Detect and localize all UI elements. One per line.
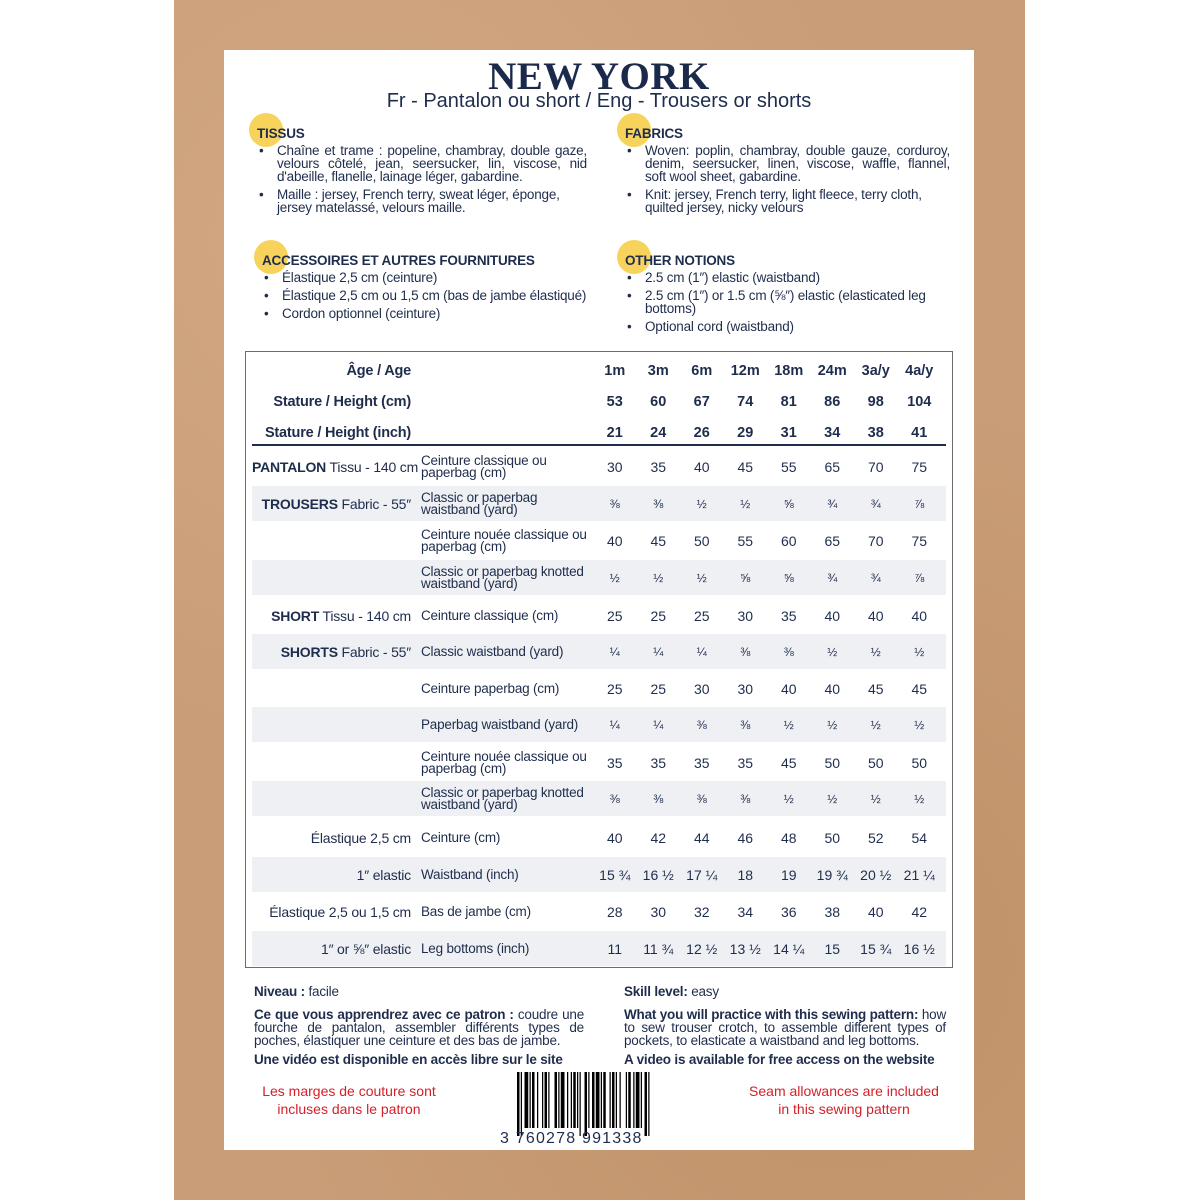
section-other-notions [625, 253, 950, 338]
background-margin-right [1025, 0, 1200, 1200]
table-cell: 40 [606, 829, 623, 846]
header-cell: 104 [907, 394, 932, 410]
list-item: • Cordon optionnel (ceinture) [262, 307, 587, 320]
table-cell: 46 [737, 829, 754, 846]
section-accessoires [262, 253, 587, 325]
table-cell: 55 [780, 458, 797, 475]
table-cell: 25 [606, 607, 623, 624]
table-cell: 48 [780, 829, 797, 846]
table-cell: 21 ¼ [903, 866, 935, 883]
table-cell: 11 ¾ [643, 940, 674, 957]
page-title: NEW YORK [488, 55, 710, 98]
table-cell: ⅜ [740, 644, 751, 659]
table-row [252, 707, 946, 742]
table-cell: ⅞ [914, 496, 925, 511]
table-cell: 40 [867, 607, 884, 624]
table-cell: 75 [911, 458, 928, 475]
footer-fr [254, 985, 584, 1066]
table-cell: 54 [911, 829, 928, 846]
barcode-bar [525, 1072, 529, 1128]
table-cell: 40 [824, 607, 841, 624]
page-subtitle: Fr - Pantalon ou short / Eng - Trousers or shorts [386, 90, 812, 112]
table-row [252, 820, 946, 855]
barcode-bar [641, 1072, 642, 1128]
barcode-bar [592, 1072, 595, 1128]
table-cell: ¾ [827, 496, 838, 511]
row-group-label [252, 904, 421, 920]
table-cell: 32 [693, 903, 710, 920]
level-value: facile [304, 984, 339, 999]
row-item-label: Leg bottoms (inch) [421, 940, 530, 956]
row-group-text: Tissu - 140 cm [319, 607, 411, 624]
table-cell: 70 [867, 458, 884, 475]
row-group-bold: SHORT [271, 607, 320, 624]
barcode-number: 3 760278 991338 [500, 1130, 643, 1147]
barcode-bar [517, 1072, 520, 1136]
table-cell: 30 [737, 680, 754, 697]
table-cell: 35 [693, 754, 710, 771]
table-cell: 36 [780, 903, 797, 920]
table-cell: 50 [867, 754, 884, 771]
table-cell: 75 [911, 532, 928, 549]
section-title: FABRICS [625, 126, 683, 141]
table-cell: 12 ½ [686, 940, 718, 957]
row-item-label: Classic waistband (yard) [421, 643, 564, 659]
table-cell: ½ [914, 644, 925, 659]
row-group-text: 1″ or ⅝″ elastic [321, 940, 411, 957]
table-cell: 14 ¼ [773, 940, 805, 957]
table-cell: ½ [783, 717, 794, 732]
table-cell: 44 [693, 829, 710, 846]
table-cell: ½ [653, 570, 664, 585]
table-cell: ½ [827, 791, 838, 806]
table-cell: 65 [824, 532, 841, 549]
row-group-text: 1″ elastic [356, 866, 411, 883]
barcode-bar [588, 1072, 589, 1128]
table-cell: ⅜ [783, 644, 794, 659]
table-cell: ½ [609, 570, 620, 585]
table-cell: 52 [867, 829, 884, 846]
barcode-bar [628, 1072, 631, 1128]
barcode-bar [603, 1072, 606, 1128]
header-cell: 4a/y [905, 363, 934, 379]
table-row [252, 560, 946, 595]
table-cell: 35 [650, 754, 667, 771]
header-label: Stature / Height (cm) [273, 394, 411, 410]
header-cell: 41 [911, 425, 928, 441]
table-cell: 30 [737, 607, 754, 624]
list-item: • Élastique 2,5 cm (ceinture) [262, 271, 587, 284]
table-header-row [252, 358, 946, 384]
table-cell: ½ [914, 717, 925, 732]
table-cell: 15 [824, 940, 841, 957]
header-cell: 6m [691, 363, 713, 379]
row-group-label [252, 867, 421, 883]
table-cell: 11 [607, 940, 623, 957]
table-header-row [252, 389, 946, 415]
row-item-label: Ceinture classique (cm) [421, 607, 559, 623]
pattern-info-card [224, 50, 974, 1150]
header-label: Âge / Age [346, 363, 411, 379]
table-cell: ½ [740, 496, 751, 511]
row-item-label: Classic or paperbag knotted waistband (yard) [421, 563, 584, 591]
row-group-bold: SHORTS [280, 643, 338, 660]
table-cell: ⅝ [783, 570, 794, 585]
table-cell: ½ [827, 717, 838, 732]
row-item-label: Paperbag waistband (yard) [421, 716, 579, 732]
table-cell: ¾ [870, 496, 881, 511]
table-cell: ⅜ [696, 791, 707, 806]
table-cell: 16 ½ [903, 940, 935, 957]
barcode-bar [610, 1072, 611, 1128]
list-item: • Chaîne et trame : popeline, chambray, double gaze, velours côtelé, jean, seersucker, lin, viscose, nid d'abeille, flanelle, lainage léger, gabardine. [257, 144, 587, 183]
table-cell: 17 ¼ [686, 866, 718, 883]
section-tissus [257, 126, 587, 219]
level-label: Niveau : [254, 984, 305, 999]
section-title: TISSUS [257, 126, 305, 141]
table-row [252, 857, 946, 892]
header-cell: 3m [647, 363, 669, 379]
table-cell: 25 [650, 680, 667, 697]
barcode-bar [636, 1072, 640, 1128]
row-group-text: Élastique 2,5 ou 1,5 cm [269, 903, 411, 920]
barcode-bar [601, 1072, 602, 1128]
row-group-bold: PANTALON [252, 458, 327, 475]
barcode-bar [620, 1072, 621, 1128]
table-cell: ½ [914, 791, 925, 806]
barcode-bar [573, 1072, 576, 1128]
table-row [252, 781, 946, 816]
table-cell: 50 [693, 532, 710, 549]
row-item-label: Ceinture classique ou paperbag (cm) [421, 452, 547, 480]
list-item: • Maille : jersey, French terry, sweat léger, éponge, jersey matelassé, velours maille. [257, 188, 587, 214]
header-cell: 53 [606, 394, 623, 410]
barcode-bar [532, 1072, 535, 1128]
row-item-label: Waistband (inch) [421, 866, 519, 882]
row-item-label: Ceinture nouée classique ou paperbag (cm) [421, 526, 587, 554]
table-row [252, 634, 946, 669]
table-cell: ¼ [653, 717, 664, 732]
header-cell: 34 [824, 425, 841, 441]
barcode-bar [577, 1072, 578, 1128]
barcode-bar [648, 1072, 649, 1136]
header-cell: 38 [867, 425, 884, 441]
video-note: A video is available for free access on the website [624, 1052, 935, 1067]
table-cell: ¼ [653, 644, 664, 659]
learn-text: coudre une fourche de pantalon, assembler différents types de poches, élastiquer une ceinture et des bas de jambe. [254, 1007, 584, 1048]
table-cell: 40 [606, 532, 623, 549]
row-item-label: Classic or paperbag waistband (yard) [421, 489, 538, 517]
row-group-label [252, 459, 421, 475]
list-item: • 2.5 cm (1″) or 1.5 cm (⅝″) elastic (elasticated leg bottoms) [625, 289, 950, 315]
header-cell: 74 [737, 394, 754, 410]
barcode-bar [567, 1072, 568, 1128]
table-cell: 45 [737, 458, 754, 475]
table-cell: 35 [606, 754, 623, 771]
table-row [252, 745, 946, 780]
table-row [252, 598, 946, 633]
section-fabrics [625, 126, 950, 219]
table-cell: 50 [824, 754, 841, 771]
header-cell: 18m [774, 363, 804, 379]
header-cell: 67 [693, 394, 710, 410]
table-cell: ¼ [696, 644, 707, 659]
table-cell: ½ [696, 496, 707, 511]
level-label: Skill level: [624, 984, 688, 999]
row-group-label [252, 608, 421, 624]
background-margin-left [0, 0, 174, 1200]
table-cell: ½ [870, 644, 881, 659]
table-cell: ½ [696, 570, 707, 585]
table-cell: 45 [650, 532, 667, 549]
table-cell: 28 [606, 903, 623, 920]
barcode-bar [537, 1072, 538, 1128]
table-cell: ¼ [609, 717, 620, 732]
table-cell: 45 [780, 754, 797, 771]
row-item-label: Ceinture nouée classique ou paperbag (cm) [421, 748, 587, 776]
table-cell: 18 [737, 866, 754, 883]
barcode-bar [558, 1072, 559, 1128]
table-cell: 70 [867, 532, 884, 549]
table-row [252, 523, 946, 558]
table-cell: 16 ½ [642, 866, 674, 883]
table-cell: 25 [693, 607, 710, 624]
row-group-label [252, 830, 421, 846]
table-cell: ½ [783, 791, 794, 806]
list-item: • Woven: poplin, chambray, double gauze, corduroy, denim, seersucker, linen, viscose, waffle, flannel, soft wool sheet, gabardine. [625, 144, 950, 183]
row-item-label: Ceinture paperbag (cm) [421, 680, 560, 696]
video-note: Une vidéo est disponible en accès libre sur le site [254, 1052, 563, 1067]
table-cell: ½ [870, 791, 881, 806]
table-cell: ½ [827, 644, 838, 659]
header-cell: 1m [604, 363, 626, 379]
table-cell: ¼ [609, 644, 620, 659]
row-group-label [252, 644, 421, 660]
table-cell: ⅜ [740, 717, 751, 732]
table-row [252, 671, 946, 706]
table-cell: ⅝ [783, 496, 794, 511]
table-row [252, 486, 946, 521]
barcode-bar [585, 1072, 588, 1136]
learn-label: Ce que vous apprendrez avec ce patron : [254, 1007, 514, 1022]
barcode-bar [580, 1072, 581, 1136]
seam-allowance-note-en: Seam allowances are included in this sewing pattern [749, 1083, 939, 1117]
row-group-bold: TROUSERS [261, 495, 338, 512]
section-title: OTHER NOTIONS [625, 253, 735, 268]
table-cell: 42 [650, 829, 667, 846]
table-cell: 45 [867, 680, 884, 697]
table-row [252, 894, 946, 929]
table-cell: ½ [870, 717, 881, 732]
table-cell: ⅜ [696, 717, 707, 732]
header-cell: 3a/y [861, 363, 890, 379]
barcode-bar [545, 1072, 548, 1128]
header-cell: 29 [737, 425, 754, 441]
list-item: • Knit: jersey, French terry, light fleece, terry cloth, quilted jersey, nicky velours [625, 188, 950, 214]
table-cell: 40 [911, 607, 928, 624]
table-cell: ¾ [870, 570, 881, 585]
table-cell: 42 [911, 903, 928, 920]
row-group-text: Tissu - 140 cm [326, 458, 419, 475]
row-group-text: Fabric - 55″ [337, 643, 411, 660]
table-cell: ⅜ [653, 496, 664, 511]
barcode-bar [542, 1072, 543, 1128]
learn-label: What you will practice with this sewing pattern: [624, 1007, 919, 1022]
table-cell: 35 [780, 607, 797, 624]
row-group-label [252, 496, 421, 512]
barcode-bar [555, 1072, 558, 1128]
table-cell: 30 [693, 680, 710, 697]
table-cell: 25 [606, 680, 623, 697]
table-cell: ⅜ [609, 496, 620, 511]
table-cell: ⅜ [653, 791, 664, 806]
barcode-bar [561, 1072, 565, 1128]
table-row [252, 931, 946, 966]
list-item: • 2.5 cm (1″) elastic (waistband) [625, 271, 950, 284]
barcode-bar [571, 1072, 572, 1128]
table-cell: 60 [780, 532, 797, 549]
row-item-label: Classic or paperbag knotted waistband (yard) [421, 784, 584, 812]
table-cell: 35 [737, 754, 754, 771]
header-cell: 24m [817, 363, 847, 379]
table-cell: 40 [867, 903, 884, 920]
table-cell: 65 [824, 458, 841, 475]
table-cell: 30 [650, 903, 667, 920]
table-cell: 35 [650, 458, 667, 475]
barcode-bar [616, 1072, 617, 1128]
table-cell: 19 ¾ [816, 866, 848, 883]
row-group-text: Fabric - 55″ [337, 495, 411, 512]
barcode [517, 1072, 682, 1136]
table-cell: 34 [737, 903, 754, 920]
barcode-bar [626, 1072, 627, 1128]
header-cell: 31 [780, 425, 797, 441]
level-value: easy [687, 984, 719, 999]
table-header-row [252, 420, 946, 446]
table-cell: ⅜ [609, 791, 620, 806]
table-cell: 40 [780, 680, 797, 697]
barcode-bar [633, 1072, 634, 1128]
row-group-label [252, 941, 421, 957]
table-cell: 55 [737, 532, 754, 549]
barcode-bar [645, 1072, 648, 1136]
barcode-bar [530, 1072, 531, 1128]
header-cell: 12m [730, 363, 760, 379]
table-cell: 13 ½ [729, 940, 761, 957]
section-title: ACCESSOIRES ET AUTRES FOURNITURES [262, 253, 535, 268]
barcode-bar [596, 1072, 600, 1128]
footer-en [624, 985, 946, 1066]
table-cell: 40 [824, 680, 841, 697]
header-cell: 86 [824, 394, 841, 410]
table-cell: 15 ¾ [860, 940, 892, 957]
header-cell: 98 [867, 394, 884, 410]
header-cell: 26 [693, 425, 710, 441]
table-cell: 40 [693, 458, 710, 475]
row-item-label: Bas de jambe (cm) [421, 903, 531, 919]
list-item: • Élastique 2,5 cm ou 1,5 cm (bas de jambe élastiqué) [262, 289, 587, 302]
table-cell: ⅞ [914, 570, 925, 585]
list-item: • Optional cord (waistband) [625, 320, 950, 333]
row-group-text: Élastique 2,5 cm [310, 829, 411, 846]
table-cell: 25 [650, 607, 667, 624]
barcode-bar [521, 1072, 522, 1136]
header-label: Stature / Height (inch) [264, 425, 411, 441]
table-cell: 50 [824, 829, 841, 846]
row-item-label: Ceinture (cm) [421, 829, 501, 845]
table-cell: ⅜ [740, 791, 751, 806]
header-cell: 21 [606, 425, 623, 441]
table-cell: ¾ [827, 570, 838, 585]
header-cell: 81 [780, 394, 797, 410]
table-cell: 20 ½ [860, 866, 892, 883]
barcode-bar [612, 1072, 615, 1128]
table-cell: 45 [911, 680, 928, 697]
table-cell: 38 [824, 903, 841, 920]
table-cell: 19 [780, 866, 797, 883]
header-cell: 60 [650, 394, 667, 410]
table-cell: 30 [606, 458, 623, 475]
header-cell: 24 [650, 425, 667, 441]
size-table [245, 351, 953, 968]
learn-text: how to sew trouser crotch, to assemble different types of pockets, to elasticate a waistband and leg bottoms. [624, 1007, 946, 1048]
barcode-bar [548, 1072, 549, 1128]
table-cell: 15 ¾ [599, 866, 631, 883]
seam-allowance-note-fr: Les marges de couture sont incluses dans le patron [262, 1083, 436, 1117]
table-row [252, 449, 946, 484]
table-cell: ⅝ [740, 570, 751, 585]
table-cell: 50 [911, 754, 928, 771]
